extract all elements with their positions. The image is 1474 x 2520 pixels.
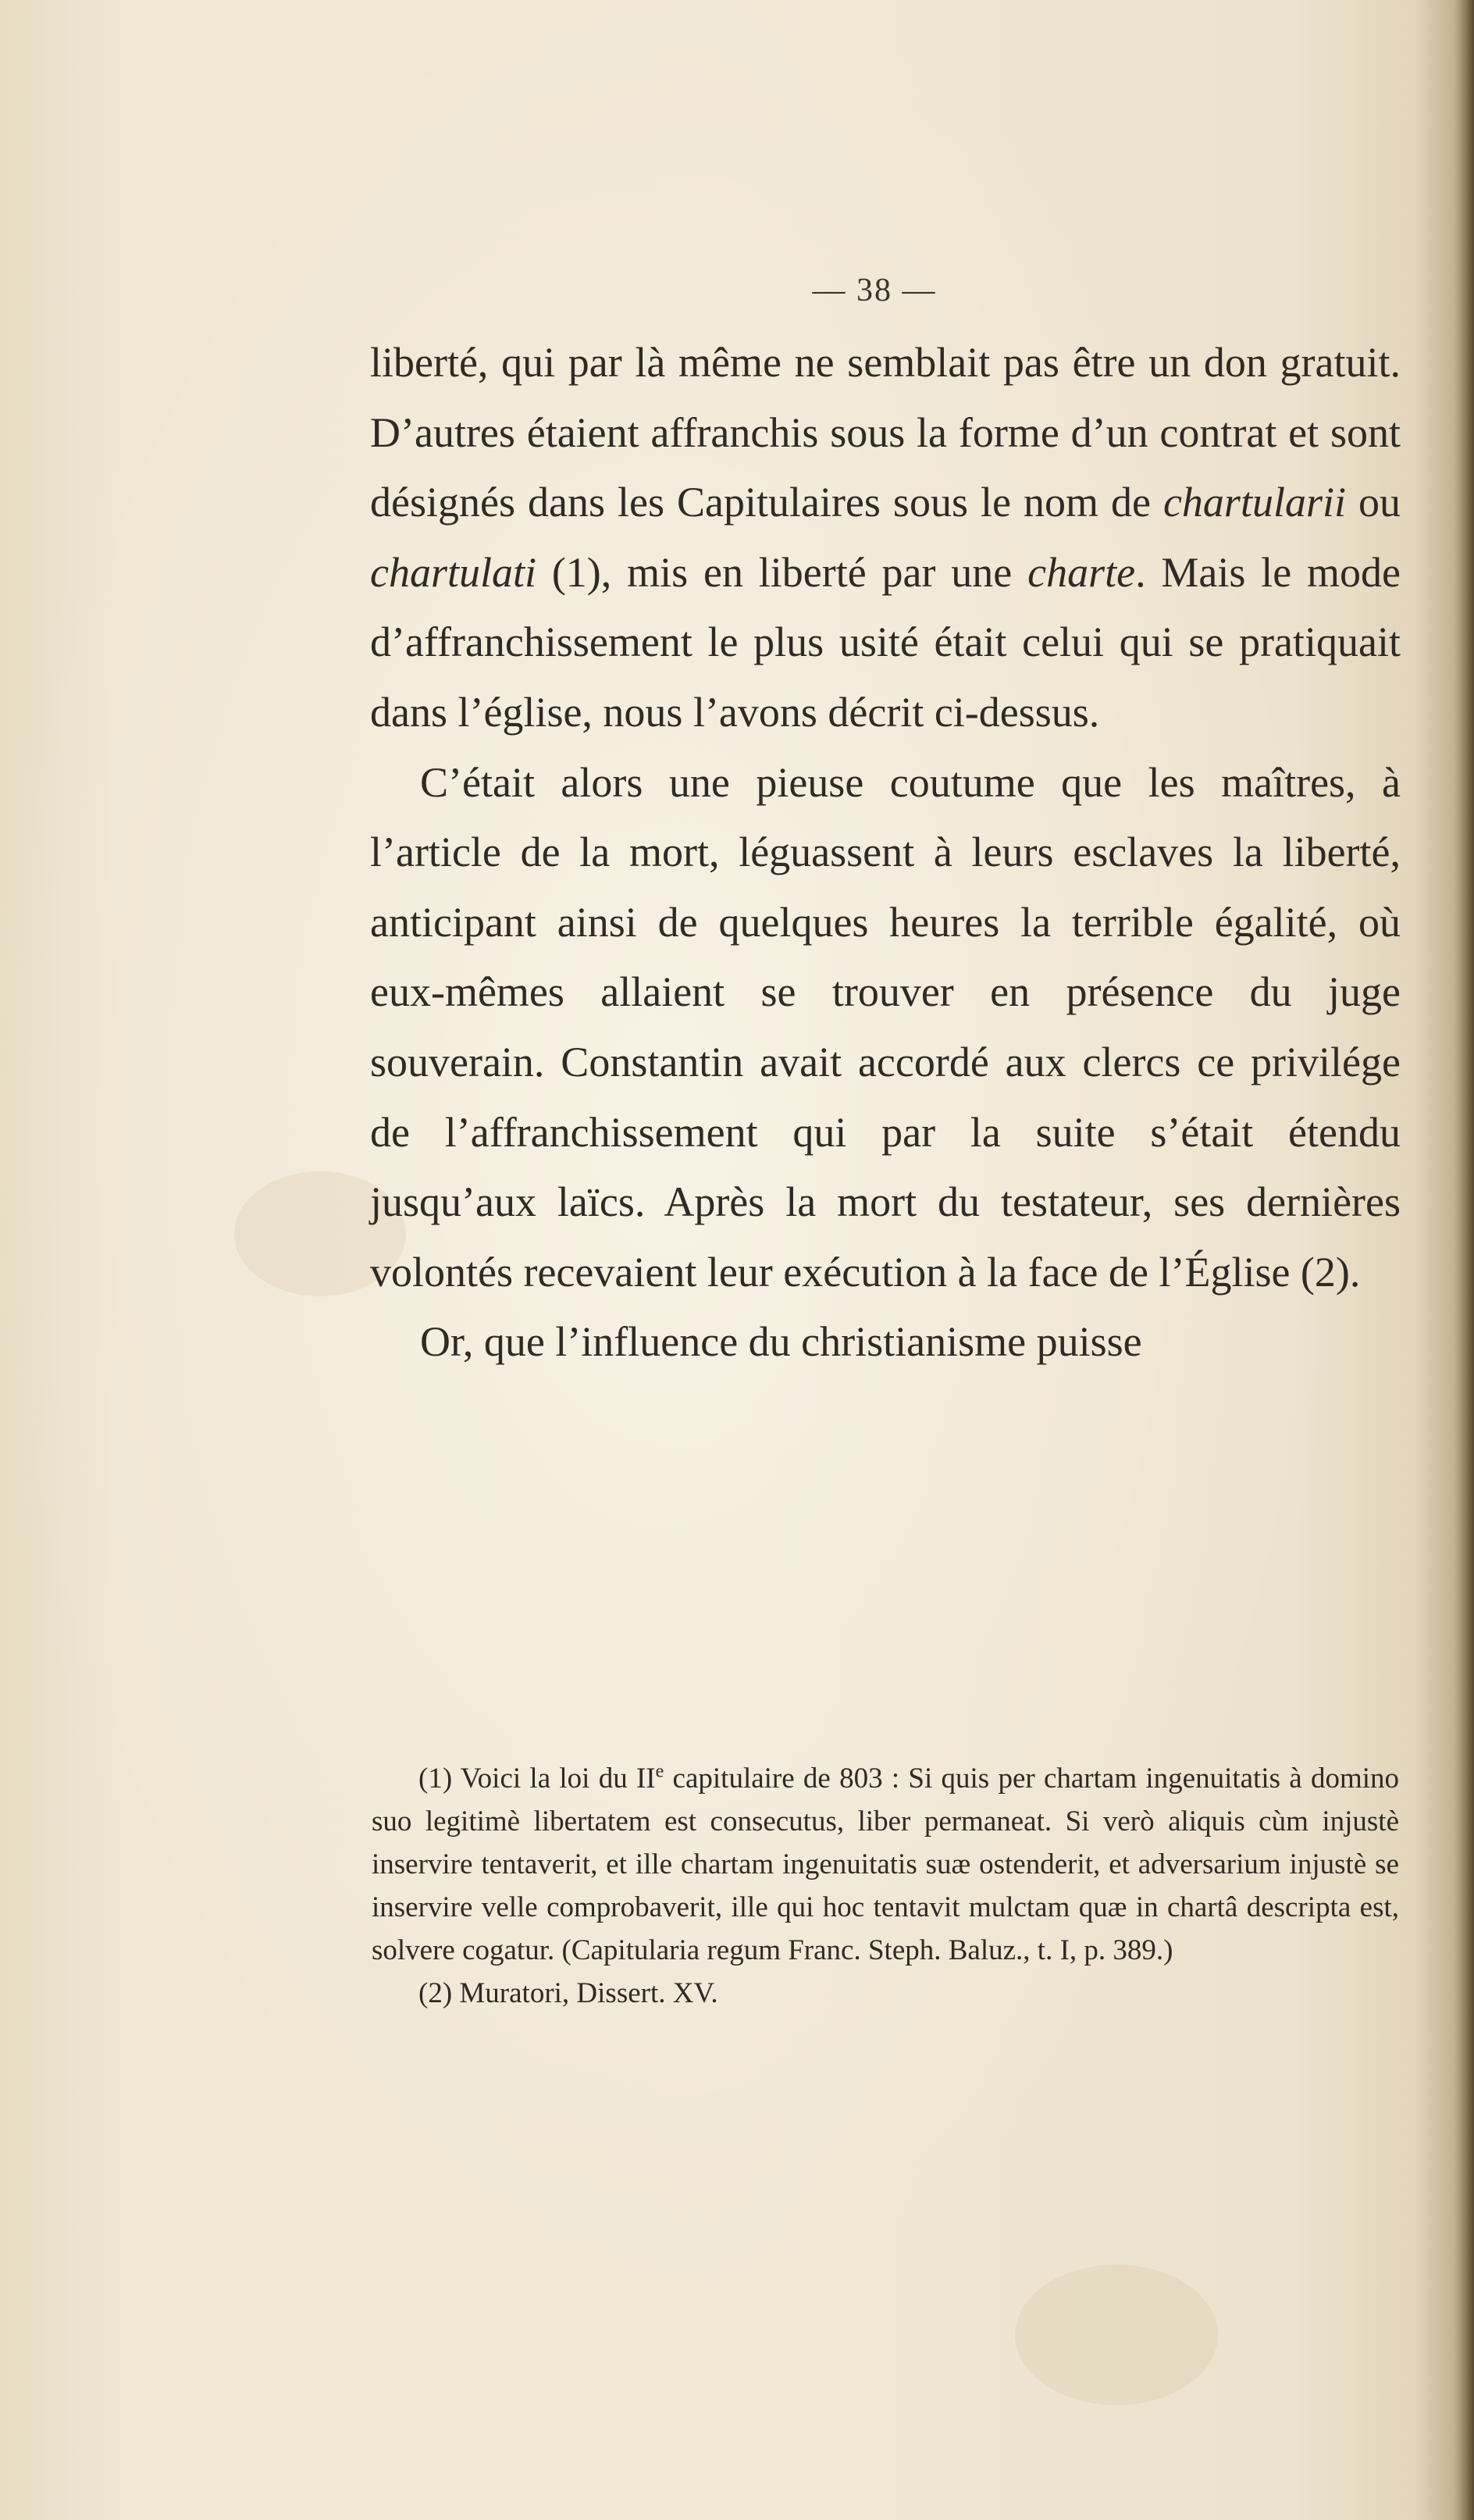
- superscript: e: [655, 1761, 664, 1782]
- italic-term: chartulati: [370, 548, 536, 596]
- paper-stain: [1015, 2265, 1218, 2405]
- text-span: Or, que l’influence du christianisme puisse: [420, 1318, 1142, 1366]
- text-span: . Mais le mode d’affranchissement le plus usité était celui qui se pratiquait dans l’église, nous l’avons décrit ci-dessus.: [370, 548, 1401, 736]
- page-number: — 38 —: [812, 273, 937, 308]
- main-text: [370, 328, 1401, 1378]
- italic-term: chartularii: [1162, 479, 1346, 526]
- roman-numeral: II: [636, 1763, 656, 1795]
- paragraph-1: [370, 328, 1401, 748]
- footnote-text: capitulaire de 803 : Si quis per chartam ingenuitatis à domino suo legitimè libertatem est consecutus, liber permaneat. Si verò aliquis cùm injustè inservire tentaverit, et ille chartam ingenuitatis suæ ostenderit, et adversarium injustè se inservire velle comprobaverit, ille qui hoc tentavit mulctam quæ in chartâ descripta est, solvere cogatur. (Capitularia regum Franc. Steph. Baluz., t. I, p. 389.): [372, 1763, 1400, 1966]
- italic-term: charte: [1027, 548, 1136, 596]
- footnotes: [372, 1757, 1399, 2015]
- footnote-text: (1) Voici la loi du: [418, 1763, 636, 1795]
- page-edge-shadow: [1454, 0, 1474, 2520]
- paragraph-3: [370, 1307, 1401, 1378]
- footnote-2: [372, 1972, 1399, 2015]
- text-span: liberté, qui par là même ne semblait pas être un don gratuit. D’autres étaient affranchis sous la forme d’un contrat et sont désignés dans les Capitulaires sous le nom de: [370, 339, 1401, 526]
- text-span: (1), mis en liberté par une: [536, 548, 1028, 596]
- footnote-1: [372, 1757, 1399, 1972]
- footnote-text: (2) Muratori, Dissert. XV.: [418, 1977, 718, 2009]
- text-span: C’était alors une pieuse coutume que les maîtres, à l’article de la mort, léguassent à leurs esclaves la liberté, anticipant ainsi de quelques heures la terrible égalité, où eux-mêmes allaient se trouver en présence du juge souverain. Constantin avait accordé aux clercs ce privilége de l’affranchissement qui par la suite s’était étendu jusqu’aux laïcs. Après la mort du testateur, ses dernières volontés recevaient leur exécution à la face de l’Église (2).: [370, 758, 1401, 1296]
- text-span: ou: [1345, 479, 1401, 526]
- paragraph-2: [370, 748, 1401, 1308]
